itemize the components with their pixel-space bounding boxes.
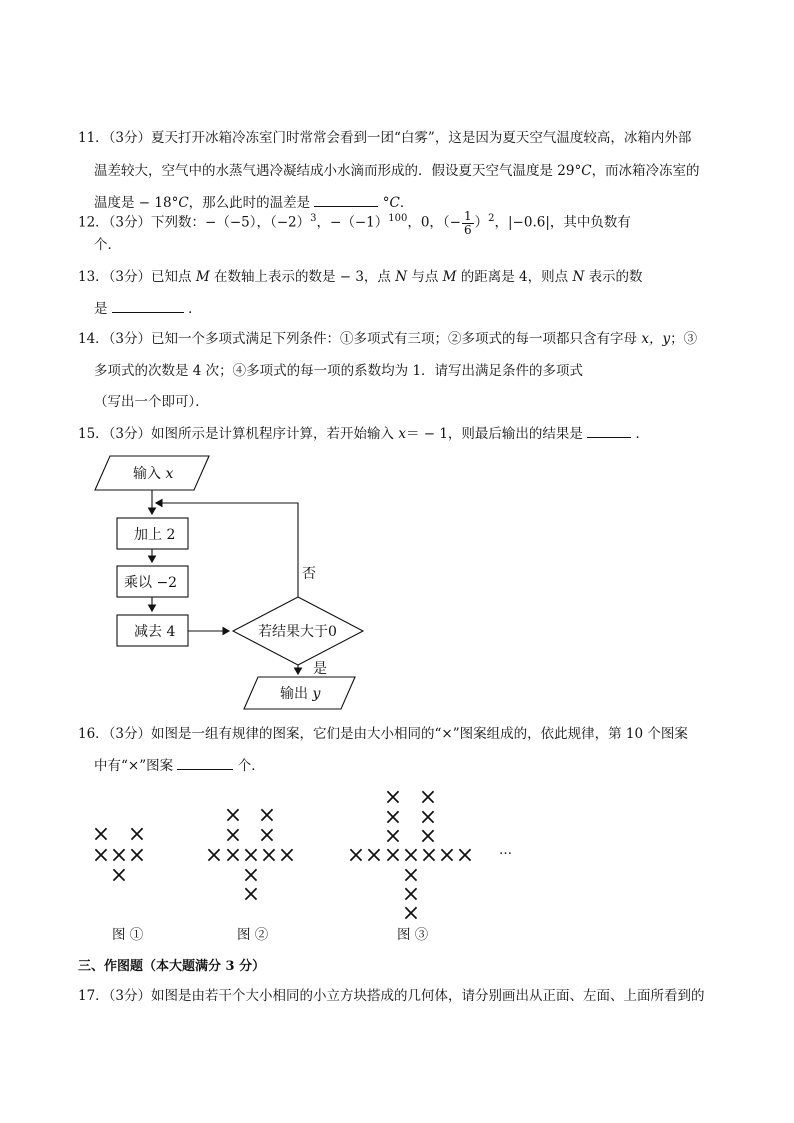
flow-multiply-label: 乘以 −2: [124, 575, 178, 591]
svg-text:×: ×: [223, 843, 243, 868]
svg-text:×: ×: [127, 843, 147, 868]
svg-text:×: ×: [401, 901, 421, 926]
q13-line1: 13．（3分）已知点 M 在数轴上表示的数是 − 3，点 N 与点 M 的距离是 4，则点 N 表示的数: [78, 269, 643, 285]
svg-text:×: ×: [204, 843, 224, 868]
q17-line1: 17．（3分）如图是由若干个大小相同的小立方块搭成的几何体，请分别画出从正面、左面、上面所看到的: [78, 988, 705, 1004]
svg-text:×: ×: [91, 822, 111, 847]
q16-line2: 中有“×”图案 个．: [94, 758, 265, 774]
flow-condition-label: 若结果大于0: [258, 624, 337, 640]
svg-text:×: ×: [346, 843, 366, 868]
section-heading: 三、作图题（本大题满分 3 分）: [78, 959, 266, 974]
svg-text:×: ×: [241, 863, 261, 888]
q14-line2: 多项式的次数是 4 次；④多项式的每一项的系数均为 1．请写出满足条件的多项式: [94, 363, 584, 379]
caption-figure-3: 图 ③: [397, 927, 429, 943]
subtract-4-box: [117, 615, 188, 646]
caption-figure-2: 图 ②: [237, 927, 269, 943]
add-2-box: [117, 518, 188, 549]
svg-text:×: ×: [109, 863, 129, 888]
pattern-ellipsis: …: [499, 843, 513, 858]
input-parallelogram: [95, 456, 209, 490]
svg-text:×: ×: [383, 824, 403, 849]
answer-blank-q16[interactable]: [177, 757, 233, 770]
svg-text:×: ×: [401, 863, 421, 888]
svg-text:×: ×: [364, 843, 384, 868]
flow-input-label: 输入 x: [133, 466, 174, 482]
q12-line2: 个．: [94, 237, 121, 253]
q14-line3: （写出一个即可）．: [94, 394, 209, 410]
svg-text:×: ×: [418, 805, 438, 830]
flow-no-label: 否: [302, 566, 316, 582]
svg-text:×: ×: [455, 843, 475, 868]
flow-add-label: 加上 2: [134, 527, 176, 543]
svg-text:×: ×: [257, 823, 277, 848]
svg-text:×: ×: [241, 843, 261, 868]
q12-line1: 12．（3分）下列数：−（−5），$(-2)^3$，$-(-1)^{100}$，0，（− $\frac{1}{6}$ ）$^2$，|−0.6|，其中负数有: [78, 208, 631, 237]
svg-text:×: ×: [259, 843, 279, 868]
q15-line1: 15．（3分）如图所示是计算机程序计算，若开始输入 x＝ − 1，则最后输出的结果是 ．: [78, 426, 650, 442]
svg-text:×: ×: [91, 843, 111, 868]
svg-text:×: ×: [109, 843, 129, 868]
flow-yes-label: 是: [313, 661, 327, 677]
q11-line3: 温度是 − 18°C，那么此时的温差是 °C．: [94, 195, 414, 211]
svg-text:×: ×: [418, 824, 438, 849]
caption-figure-1: 图 ①: [112, 927, 144, 943]
svg-text:×: ×: [401, 843, 421, 868]
svg-text:×: ×: [277, 843, 297, 868]
svg-text:×: ×: [401, 882, 421, 907]
pattern-3: [347, 785, 474, 926]
svg-text:×: ×: [383, 805, 403, 830]
flow-output-label: 输出 y: [280, 686, 321, 702]
fraction-one-sixth: $\frac{1}{6}$: [463, 208, 472, 237]
q13-line2: 是 ．: [94, 301, 202, 317]
svg-text:×: ×: [223, 823, 243, 848]
svg-text:×: ×: [437, 843, 457, 868]
answer-blank-q13[interactable]: [112, 300, 184, 313]
svg-text:×: ×: [223, 803, 243, 828]
svg-text:×: ×: [419, 843, 439, 868]
flow-subtract-label: 减去 4: [134, 624, 176, 640]
svg-text:×: ×: [127, 822, 147, 847]
pattern-1: [92, 822, 146, 888]
q11-line2: 温差较大，空气中的水蒸气遇冷凝结成小水滴而形成的．假设夏天空气温度是 29°C，而冰箱冷冻室的: [94, 163, 700, 179]
q16-line1: 16．（3分）如图是一组有规律的图案，它们是由大小相同的“×”图案组成的，依此规律，第 10 个图案: [78, 726, 688, 742]
q11-line1: 11．（3分）夏天打开冰箱冷冻室门时常常会看到一团“白雾”，这是因为夏天空气温度较高，冰箱内外部: [78, 130, 692, 146]
condition-diamond: [233, 597, 363, 665]
svg-text:×: ×: [241, 882, 261, 907]
svg-text:×: ×: [418, 785, 438, 810]
svg-text:×: ×: [257, 803, 277, 828]
q14-line1: 14．（3分）已知一个多项式满足下列条件：①多项式有三项；②多项式的每一项都只含有字母 x，y；③: [78, 331, 698, 347]
multiply-box: [117, 566, 188, 597]
output-parallelogram: [244, 677, 355, 709]
svg-text:×: ×: [383, 785, 403, 810]
pattern-2: [205, 803, 296, 907]
svg-text:×: ×: [383, 843, 403, 868]
answer-blank-q15[interactable]: [587, 425, 631, 438]
